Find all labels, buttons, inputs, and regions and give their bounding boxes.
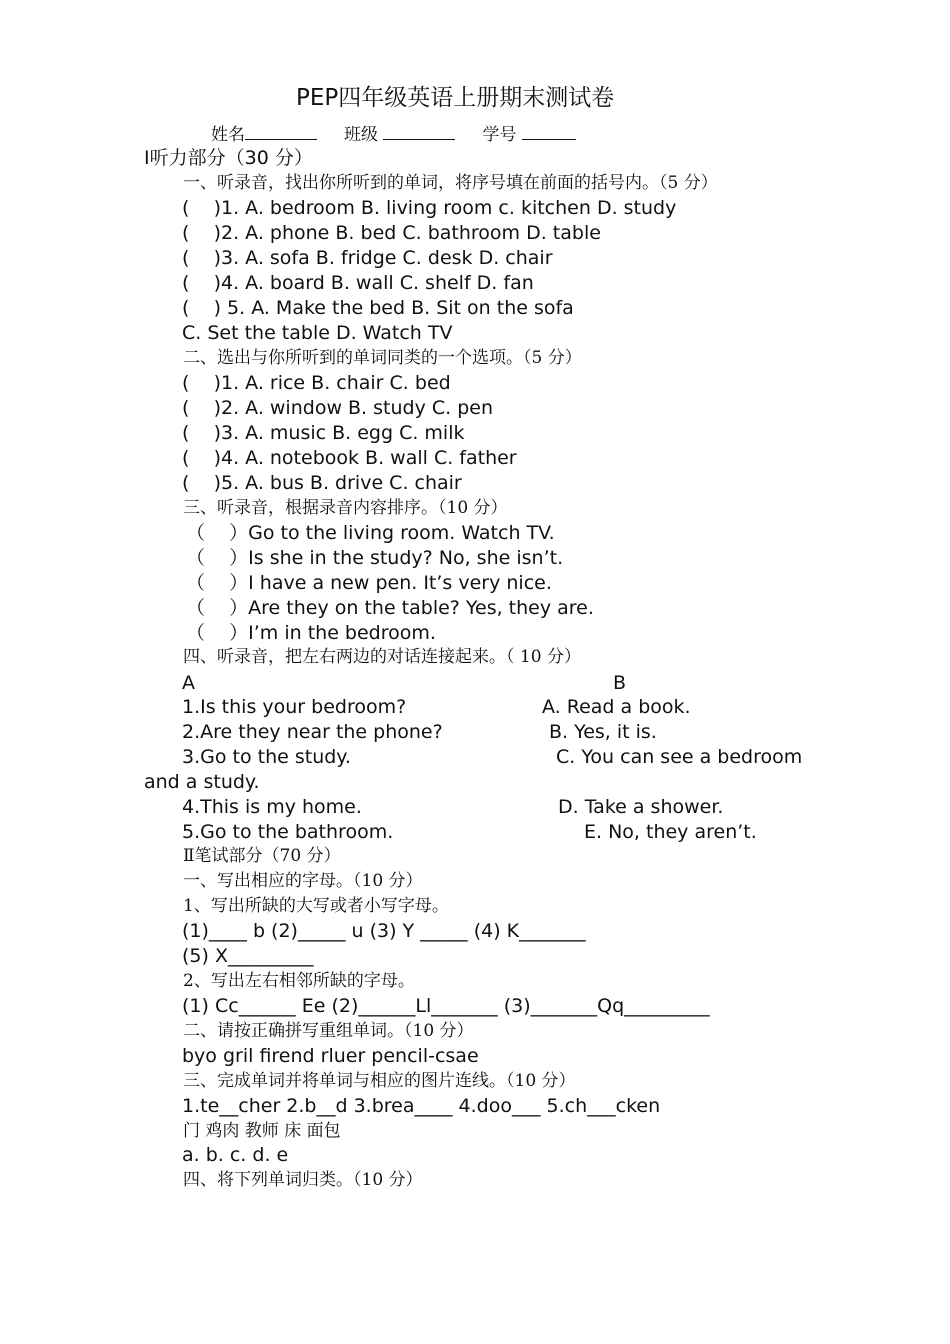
- column-b-label: B: [613, 672, 627, 694]
- chinese-words: 门 鸡肉 教师 床 面包: [183, 1121, 341, 1141]
- part2-s4-heading: 四、将下列单词归类。（10 分）: [183, 1170, 423, 1190]
- part1-s4-heading: 四、听录音，把左右两边的对话连接起来。（ 10 分）: [183, 647, 581, 667]
- list-item: （ ）Is she in the study? No, she isn’t.: [186, 547, 564, 569]
- match-right-item: E. No, they aren’t.: [584, 821, 757, 843]
- class-blank[interactable]: [383, 123, 455, 140]
- list-item: ( )1. A. rice B. chair C. bed: [182, 372, 451, 394]
- letters-line: (5) X_________: [182, 945, 314, 967]
- class-label: 班级: [344, 125, 379, 145]
- list-item: （ ）I have a new pen. It’s very nice.: [186, 572, 552, 594]
- name-blank[interactable]: [245, 123, 317, 140]
- number-label: 学号: [482, 125, 517, 145]
- part2-s1-sub2-heading: 2、写出左右相邻所缺的字母。: [183, 971, 415, 991]
- part2-s1-heading: 一、写出相应的字母。（10 分）: [183, 871, 423, 891]
- match-right-item: A. Read a book.: [542, 696, 691, 718]
- incomplete-words: 1.te__cher 2.b__d 3.brea____ 4.doo___ 5.ch___cken: [182, 1095, 661, 1117]
- list-item: ( )3. A. sofa B. fridge C. desk D. chair: [182, 247, 553, 269]
- part2-s2-heading: 二、请按正确拼写重组单词。（10 分）: [183, 1021, 474, 1041]
- part2-heading: Ⅱ笔试部分（70 分）: [183, 846, 341, 866]
- list-item: C. Set the table D. Watch TV: [182, 322, 453, 344]
- column-a-label: A: [182, 672, 195, 694]
- list-item: ( )2. A. window B. study C. pen: [182, 397, 494, 419]
- list-item: ( )2. A. phone B. bed C. bathroom D. table: [182, 222, 601, 244]
- part2-s3-heading: 三、完成单词并将单词与相应的图片连线。（10 分）: [183, 1071, 576, 1091]
- list-item: ( )4. A. notebook B. wall C. father: [182, 447, 517, 469]
- list-item: ( )5. A. bus B. drive C. chair: [182, 472, 462, 494]
- list-item: （ ）Go to the living room. Watch TV.: [186, 522, 555, 544]
- letters-line: (1) Cc______ Ee (2)______Ll_______ (3)_______Qq_________: [182, 995, 710, 1017]
- part1-s1-heading: 一、听录音，找出你所听到的单词，将序号填在前面的括号内。（5 分）: [183, 173, 718, 193]
- name-label: 姓名: [211, 125, 245, 145]
- letters-line: (1)____ b (2)_____ u (3) Y _____ (4) K_______: [182, 920, 586, 942]
- picture-letters: a. b. c. d. e: [182, 1144, 289, 1166]
- part1-s2-heading: 二、选出与你所听到的单词同类的一个选项。（5 分）: [183, 348, 582, 368]
- part1-heading: Ⅰ听力部分（30 分）: [144, 147, 313, 169]
- match-right-item: B. Yes, it is.: [549, 721, 657, 743]
- match-left-item: 2.Are they near the phone?: [182, 721, 443, 743]
- part2-s1-sub1-heading: 1、写出所缺的大写或者小写字母。: [183, 896, 449, 916]
- match-left-item: 5.Go to the bathroom.: [182, 821, 394, 843]
- list-item: ( )1. A. bedroom B. living room c. kitchen D. study: [182, 197, 677, 219]
- match-right-item: C. You can see a bedroom: [556, 746, 803, 768]
- number-blank[interactable]: [522, 123, 576, 140]
- match-left-item: 1.Is this your bedroom?: [182, 696, 407, 718]
- list-item: ( ) 5. A. Make the bed B. Sit on the sofa: [182, 297, 574, 319]
- list-item: ( )3. A. music B. egg C. milk: [182, 422, 465, 444]
- page-title: PEP四年级英语上册期末测试卷: [296, 85, 615, 111]
- match-left-item: 4.This is my home.: [182, 796, 362, 818]
- match-right-item-wrap: and a study.: [144, 771, 260, 793]
- match-left-item: 3.Go to the study.: [182, 746, 351, 768]
- list-item: （ ）I’m in the bedroom.: [186, 622, 436, 644]
- student-info-row: [211, 123, 576, 147]
- list-item: ( )4. A. board B. wall C. shelf D. fan: [182, 272, 534, 294]
- part1-s3-heading: 三、听录音，根据录音内容排序。（10 分）: [183, 498, 508, 518]
- scrambled-words: byo gril firend rluer pencil-csae: [182, 1045, 479, 1067]
- match-right-item: D. Take a shower.: [558, 796, 724, 818]
- list-item: （ ）Are they on the table? Yes, they are.: [186, 597, 594, 619]
